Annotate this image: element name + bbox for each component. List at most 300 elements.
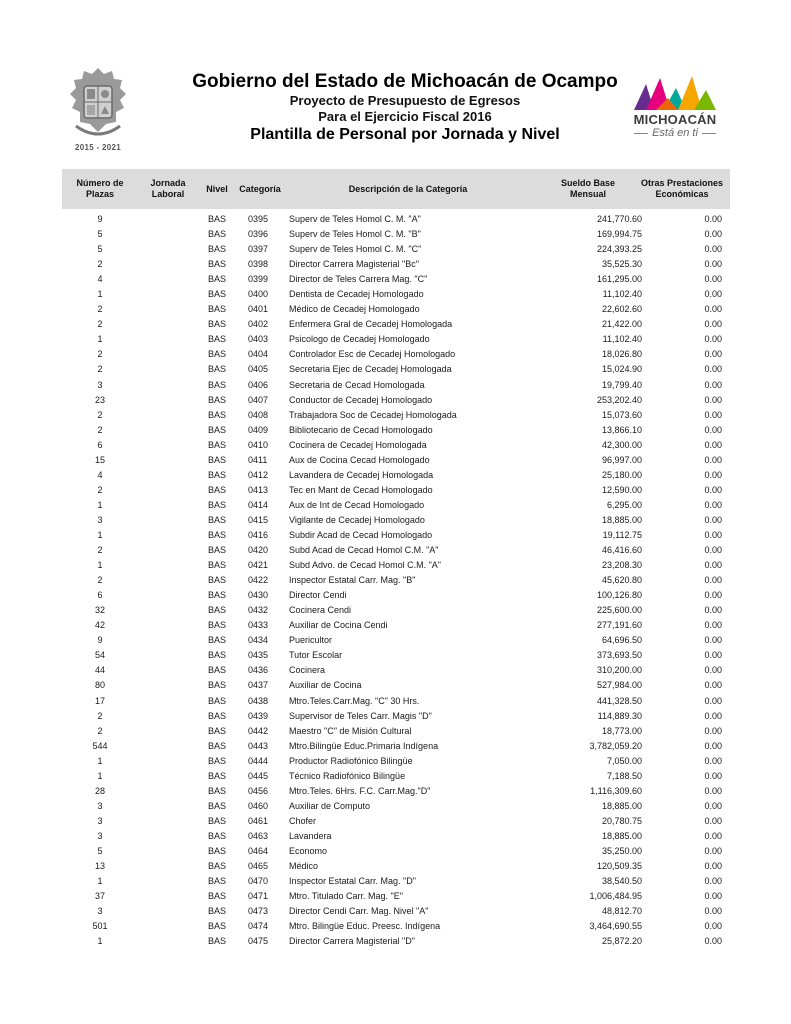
cell-otras: 0.00 (704, 484, 722, 495)
cell-categoria: 0433 (248, 620, 269, 631)
cell-plazas: 2 (97, 710, 103, 721)
cell-otras: 0.00 (704, 439, 722, 450)
cell-plazas: 1 (97, 560, 103, 571)
table-row (62, 543, 730, 558)
cell-otras: 0.00 (704, 590, 722, 601)
cell-sueldo: 13,866.10 (601, 424, 642, 435)
cell-descripcion: Superv de Teles Homol C. M. "C" (289, 244, 422, 255)
cell-nivel: BAS (207, 439, 226, 450)
cell-descripcion: Psicologo de Cecadej Homologado (289, 334, 430, 345)
cell-nivel: BAS (207, 259, 226, 270)
cell-nivel: BAS (207, 695, 226, 706)
table-row (62, 648, 730, 663)
cell-otras: 0.00 (704, 545, 722, 556)
cell-otras: 0.00 (704, 394, 722, 405)
cell-categoria: 0439 (248, 710, 269, 721)
cell-sueldo: 20,780.75 (601, 815, 642, 826)
table-row (62, 362, 730, 377)
cell-sueldo: 25,872.20 (601, 936, 642, 947)
table-row (62, 919, 730, 934)
cell-descripcion: Cocinera Cendi (289, 605, 352, 616)
cell-otras: 0.00 (704, 815, 722, 826)
cell-categoria: 0413 (248, 484, 269, 495)
table-row (62, 904, 730, 919)
michoacan-logo (620, 74, 730, 144)
cell-nivel: BAS (207, 244, 226, 255)
cell-plazas: 2 (97, 424, 103, 435)
table-row (62, 754, 730, 769)
cell-nivel: BAS (207, 755, 226, 766)
cell-categoria: 0414 (248, 499, 269, 510)
cell-nivel: BAS (207, 424, 226, 435)
cell-sueldo: 277,191.60 (596, 620, 642, 631)
cell-categoria: 0436 (248, 665, 269, 676)
cell-descripcion: Lavandera (289, 830, 332, 841)
table-row (62, 332, 730, 347)
cell-sueldo: 35,250.00 (601, 845, 642, 856)
cell-categoria: 0416 (248, 529, 269, 540)
table-row (62, 663, 730, 678)
cell-nivel: BAS (207, 409, 226, 420)
cell-nivel: BAS (207, 319, 226, 330)
cell-categoria: 0461 (248, 815, 269, 826)
cell-sueldo: 23,208.30 (601, 560, 642, 571)
cell-sueldo: 18,773.00 (601, 725, 642, 736)
table-row (62, 378, 730, 393)
cell-sueldo: 100,126.80 (596, 590, 642, 601)
table-row (62, 814, 730, 829)
table-row (62, 573, 730, 588)
cell-descripcion: Secretaria de Cecad Homologada (289, 379, 425, 390)
cell-categoria: 0475 (248, 936, 269, 947)
col-header-otras: Otras Prestaciones Económicas (640, 178, 724, 199)
cell-descripcion: Conductor de Cecadej Homologado (289, 394, 433, 405)
table-row (62, 739, 730, 754)
cell-nivel: BAS (207, 635, 226, 646)
table-row (62, 423, 730, 438)
cell-sueldo: 35,525.30 (601, 259, 642, 270)
cell-plazas: 2 (97, 484, 103, 495)
cell-nivel: BAS (207, 560, 226, 571)
cell-descripcion: Director de Teles Carrera Mag. "C" (289, 274, 428, 285)
cell-plazas: 2 (97, 545, 103, 556)
cell-descripcion: Productor Radiofónico Bilingüe (289, 755, 413, 766)
logo-tagline: Está en ti (620, 127, 730, 139)
cell-descripcion: Aux de Int de Cecad Homologado (289, 499, 425, 510)
cell-plazas: 54 (94, 650, 105, 661)
table-row (62, 844, 730, 859)
table-row (62, 829, 730, 844)
cell-categoria: 0403 (248, 334, 269, 345)
cell-descripcion: Médico (289, 861, 319, 872)
cell-sueldo: 224,393.25 (596, 244, 642, 255)
cell-otras: 0.00 (704, 514, 722, 525)
cell-descripcion: Tutor Escolar (289, 650, 343, 661)
cell-nivel: BAS (207, 349, 226, 360)
cell-plazas: 3 (97, 800, 103, 811)
cell-sueldo: 441,328.50 (596, 695, 642, 706)
cell-sueldo: 22,602.60 (601, 304, 642, 315)
cell-descripcion: Chofer (289, 815, 317, 826)
cell-descripcion: Inspector Estatal Carr. Mag. "D" (289, 876, 416, 887)
cell-sueldo: 373,693.50 (596, 650, 642, 661)
table-row (62, 678, 730, 693)
report-title: Plantilla de Personal por Jornada y Nivel (250, 126, 560, 143)
cell-nivel: BAS (207, 514, 226, 525)
cell-nivel: BAS (207, 740, 226, 751)
cell-nivel: BAS (207, 529, 226, 540)
cell-descripcion: Director Cendi Carr. Mag. Nivel "A" (289, 906, 429, 917)
cell-descripcion: Lavandera de Cecadej Homologada (289, 469, 434, 480)
cell-sueldo: 15,024.90 (601, 364, 642, 375)
cell-nivel: BAS (207, 815, 226, 826)
table-row (62, 317, 730, 332)
cell-sueldo: 48,812.70 (601, 906, 642, 917)
cell-plazas: 1 (97, 529, 103, 540)
cell-categoria: 0445 (248, 770, 269, 781)
cell-plazas: 15 (94, 454, 105, 465)
cell-sueldo: 11,102.40 (602, 334, 642, 345)
table-row (62, 438, 730, 453)
cell-plazas: 3 (97, 514, 103, 525)
cell-descripcion: Puericultor (289, 635, 333, 646)
cell-plazas: 501 (92, 921, 108, 932)
cell-nivel: BAS (207, 469, 226, 480)
cell-otras: 0.00 (704, 755, 722, 766)
cell-descripcion: Subd Acad de Cecad Homol C.M. "A" (289, 545, 439, 556)
cell-sueldo: 1,006,484.95 (589, 891, 642, 902)
cell-categoria: 0432 (248, 605, 269, 616)
cell-sueldo: 7,050.00 (606, 755, 642, 766)
cell-nivel: BAS (207, 936, 226, 947)
cell-plazas: 1 (97, 289, 103, 300)
cell-descripcion: Aux de Cocina Cecad Homologado (289, 454, 430, 465)
col-header-plazas: Número de Plazas (76, 178, 124, 199)
cell-plazas: 1 (97, 936, 103, 947)
col-header-categoria: Categoría (239, 183, 281, 194)
cell-categoria: 0401 (248, 304, 269, 315)
cell-categoria: 0465 (248, 861, 269, 872)
table-row (62, 694, 730, 709)
cell-plazas: 9 (97, 214, 103, 224)
cell-categoria: 0396 (248, 229, 269, 240)
cell-categoria: 0400 (248, 289, 269, 300)
cell-nivel: BAS (207, 785, 226, 796)
cell-plazas: 42 (94, 620, 105, 631)
cell-otras: 0.00 (704, 800, 722, 811)
cell-otras: 0.00 (704, 274, 722, 285)
cell-sueldo: 114,889.30 (597, 710, 642, 721)
cell-otras: 0.00 (704, 334, 722, 345)
table-row (62, 528, 730, 543)
cell-otras: 0.00 (704, 665, 722, 676)
cell-sueldo: 15,073.60 (601, 409, 642, 420)
cell-nivel: BAS (207, 605, 226, 616)
cell-otras: 0.00 (704, 680, 722, 691)
cell-descripcion: Economo (289, 845, 328, 856)
cell-plazas: 3 (97, 830, 103, 841)
cell-categoria: 0398 (248, 259, 269, 270)
cell-otras: 0.00 (704, 921, 722, 932)
cell-sueldo: 11,102.40 (602, 289, 642, 300)
cell-sueldo: 18,885.00 (601, 514, 642, 525)
cell-otras: 0.00 (704, 304, 722, 315)
document-header (140, 71, 670, 145)
cell-otras: 0.00 (704, 499, 722, 510)
cell-otras: 0.00 (704, 214, 722, 224)
cell-plazas: 2 (97, 259, 103, 270)
cell-nivel: BAS (207, 499, 226, 510)
cell-plazas: 5 (97, 845, 103, 856)
cell-categoria: 0410 (248, 439, 269, 450)
table-row (62, 709, 730, 724)
cell-nivel: BAS (207, 274, 226, 285)
col-header-sueldo: Sueldo Base Mensual (560, 178, 616, 199)
cell-sueldo: 96,997.00 (601, 454, 642, 465)
cell-categoria: 0434 (248, 635, 269, 646)
cell-descripcion: Auxiliar de Computo (289, 800, 371, 811)
cell-plazas: 17 (94, 695, 105, 706)
cell-nivel: BAS (207, 214, 226, 224)
cell-otras: 0.00 (704, 229, 722, 240)
cell-nivel: BAS (207, 304, 226, 315)
cell-otras: 0.00 (704, 725, 722, 736)
table-row (62, 769, 730, 784)
cell-nivel: BAS (207, 229, 226, 240)
cell-categoria: 0420 (248, 545, 269, 556)
cell-descripcion: Director Carrera Magisterial "Bc" (289, 259, 419, 270)
cell-nivel: BAS (207, 710, 226, 721)
fiscal-year: Para el Ejercicio Fiscal 2016 (318, 109, 492, 124)
table-row (62, 468, 730, 483)
cell-plazas: 4 (97, 469, 103, 480)
cell-nivel: BAS (207, 891, 226, 902)
cell-otras: 0.00 (704, 319, 722, 330)
table-row (62, 498, 730, 513)
cell-categoria: 0397 (248, 244, 269, 255)
cell-otras: 0.00 (704, 620, 722, 631)
cell-plazas: 37 (94, 891, 105, 902)
cell-categoria: 0421 (248, 560, 269, 571)
cell-sueldo: 241,770.60 (596, 214, 642, 224)
cell-categoria: 0395 (248, 214, 269, 224)
cell-sueldo: 21,422.00 (601, 319, 642, 330)
cell-categoria: 0444 (248, 755, 269, 766)
col-header-descripcion: Descripción de la Categoría (348, 183, 468, 194)
cell-plazas: 23 (94, 394, 105, 405)
table-row (62, 618, 730, 633)
cell-otras: 0.00 (704, 379, 722, 390)
cell-nivel: BAS (207, 725, 226, 736)
cell-categoria: 0464 (248, 845, 269, 856)
cell-sueldo: 12,590.00 (601, 484, 642, 495)
coat-of-arms-icon (66, 66, 130, 142)
table-row (62, 212, 730, 227)
cell-nivel: BAS (207, 334, 226, 345)
cell-otras: 0.00 (704, 876, 722, 887)
cell-plazas: 1 (97, 499, 103, 510)
cell-plazas: 2 (97, 304, 103, 315)
cell-categoria: 0456 (248, 785, 269, 796)
cell-categoria: 0411 (248, 454, 268, 465)
cell-nivel: BAS (207, 454, 226, 465)
cell-nivel: BAS (207, 861, 226, 872)
document-title: Gobierno del Estado de Michoacán de Ocampo (192, 71, 618, 92)
cell-categoria: 0402 (248, 319, 269, 330)
cell-sueldo: 46,416.60 (601, 545, 642, 556)
cell-sueldo: 225,600.00 (596, 605, 642, 616)
cell-sueldo: 3,782,059.20 (589, 740, 642, 751)
cell-categoria: 0430 (248, 590, 269, 601)
cell-descripcion: Auxiliar de Cocina (289, 680, 362, 691)
cell-categoria: 0463 (248, 830, 269, 841)
cell-categoria: 0471 (248, 891, 269, 902)
cell-descripcion: Mtro. Bilingüe Educ. Preesc. Indígena (289, 921, 441, 932)
cell-sueldo: 18,885.00 (601, 830, 642, 841)
cell-descripcion: Secretaria Ejec de Cecadej Homologada (289, 364, 452, 375)
cell-plazas: 32 (94, 605, 105, 616)
cell-plazas: 1 (97, 334, 103, 345)
cell-descripcion: Mtro.Teles. 6Hrs. F.C. Carr.Mag."D" (289, 785, 431, 796)
cell-descripcion: Subdir Acad de Cecad Homologado (289, 529, 433, 540)
cell-plazas: 6 (97, 439, 103, 450)
cell-sueldo: 25,180.00 (601, 469, 642, 480)
cell-otras: 0.00 (704, 409, 722, 420)
table-row (62, 302, 730, 317)
cell-sueldo: 38,540.50 (601, 876, 642, 887)
cell-nivel: BAS (207, 770, 226, 781)
cell-sueldo: 7,188.50 (606, 770, 642, 781)
table-row (62, 272, 730, 287)
cell-otras: 0.00 (704, 710, 722, 721)
table-row (62, 483, 730, 498)
cell-nivel: BAS (207, 800, 226, 811)
cell-descripcion: Mtro.Teles.Carr.Mag. "C" 30 Hrs. (289, 695, 420, 706)
cell-descripcion: Supervisor de Teles Carr. Magis "D" (289, 710, 432, 721)
cell-otras: 0.00 (704, 454, 722, 465)
table-row (62, 603, 730, 618)
cell-categoria: 0399 (248, 274, 269, 285)
cell-nivel: BAS (207, 845, 226, 856)
cell-plazas: 2 (97, 349, 103, 360)
cell-otras: 0.00 (704, 861, 722, 872)
table-row (62, 859, 730, 874)
cell-plazas: 6 (97, 590, 103, 601)
cell-categoria: 0412 (248, 469, 269, 480)
table-row (62, 874, 730, 889)
cell-sueldo: 120,509.35 (596, 861, 642, 872)
cell-otras: 0.00 (704, 770, 722, 781)
table-row (62, 347, 730, 362)
cell-categoria: 0409 (248, 424, 269, 435)
cell-plazas: 4 (97, 274, 103, 285)
cell-descripcion: Médico de Cecadej Homologado (289, 304, 420, 315)
cell-otras: 0.00 (704, 289, 722, 300)
cell-nivel: BAS (207, 484, 226, 495)
cell-plazas: 2 (97, 364, 103, 375)
cell-plazas: 5 (97, 229, 103, 240)
cell-nivel: BAS (207, 830, 226, 841)
table-row (62, 242, 730, 257)
cell-nivel: BAS (207, 575, 226, 586)
seal-years: 2015 - 2021 (74, 143, 121, 152)
cell-descripcion: Mtro. Titulado Carr. Mag. "E" (289, 891, 403, 902)
cell-categoria: 0405 (248, 364, 269, 375)
cell-descripcion: Cocinera (289, 665, 326, 676)
cell-otras: 0.00 (704, 605, 722, 616)
cell-otras: 0.00 (704, 364, 722, 375)
cell-plazas: 44 (94, 665, 105, 676)
cell-descripcion: Bibliotecario de Cecad Homologado (289, 424, 433, 435)
cell-descripcion: Controlador Esc de Cecadej Homologado (289, 349, 456, 360)
cell-nivel: BAS (207, 650, 226, 661)
cell-plazas: 1 (97, 755, 103, 766)
cell-categoria: 0415 (248, 514, 269, 525)
cell-sueldo: 18,885.00 (601, 800, 642, 811)
cell-categoria: 0437 (248, 680, 269, 691)
cell-categoria: 0473 (248, 906, 269, 917)
cell-otras: 0.00 (704, 845, 722, 856)
cell-otras: 0.00 (704, 349, 722, 360)
cell-nivel: BAS (207, 680, 226, 691)
table-row (62, 799, 730, 814)
cell-otras: 0.00 (704, 424, 722, 435)
cell-categoria: 0422 (248, 575, 269, 586)
cell-descripcion: Mtro.Bilingüe Educ.Primaria Indígena (289, 740, 439, 751)
cell-plazas: 80 (94, 680, 105, 691)
table-row (62, 393, 730, 408)
cell-nivel: BAS (207, 545, 226, 556)
table-row (62, 784, 730, 799)
cell-otras: 0.00 (704, 259, 722, 270)
state-seal (66, 66, 130, 156)
logo-wordmark: MICHOACÁN (633, 112, 717, 127)
cell-nivel: BAS (207, 590, 226, 601)
cell-otras: 0.00 (704, 936, 722, 947)
cell-sueldo: 1,116,309.60 (590, 785, 642, 796)
cell-otras: 0.00 (704, 469, 722, 480)
cell-descripcion: Maestro "C" de Misión Cultural (289, 725, 412, 736)
cell-nivel: BAS (207, 876, 226, 887)
cell-otras: 0.00 (704, 891, 722, 902)
cell-categoria: 0435 (248, 650, 269, 661)
cell-descripcion: Inspector Estatal Carr. Mag. "B" (289, 575, 416, 586)
cell-categoria: 0408 (248, 409, 269, 420)
cell-categoria: 0443 (248, 740, 269, 751)
cell-plazas: 9 (97, 635, 103, 646)
cell-sueldo: 3,464,690.55 (589, 921, 642, 932)
cell-sueldo: 45,620.80 (601, 575, 642, 586)
cell-otras: 0.00 (704, 650, 722, 661)
cell-sueldo: 19,112.75 (602, 529, 642, 540)
cell-descripcion: Cocinera de Cecadej Homologada (289, 439, 427, 450)
cell-categoria: 0474 (248, 921, 269, 932)
col-header-jornada: Jornada Laboral (150, 178, 186, 199)
table-row (62, 558, 730, 573)
cell-descripcion: Trabajadora Soc de Cecadej Homologada (289, 409, 457, 420)
cell-nivel: BAS (207, 620, 226, 631)
cell-sueldo: 253,202.40 (596, 394, 642, 405)
table-row (62, 724, 730, 739)
cell-otras: 0.00 (704, 560, 722, 571)
cell-sueldo: 18,026.80 (601, 349, 642, 360)
cell-nivel: BAS (207, 289, 226, 300)
cell-categoria: 0438 (248, 695, 269, 706)
table-row (62, 453, 730, 468)
cell-sueldo: 6,295.00 (606, 499, 642, 510)
cell-categoria: 0407 (248, 394, 269, 405)
table-row (62, 513, 730, 528)
